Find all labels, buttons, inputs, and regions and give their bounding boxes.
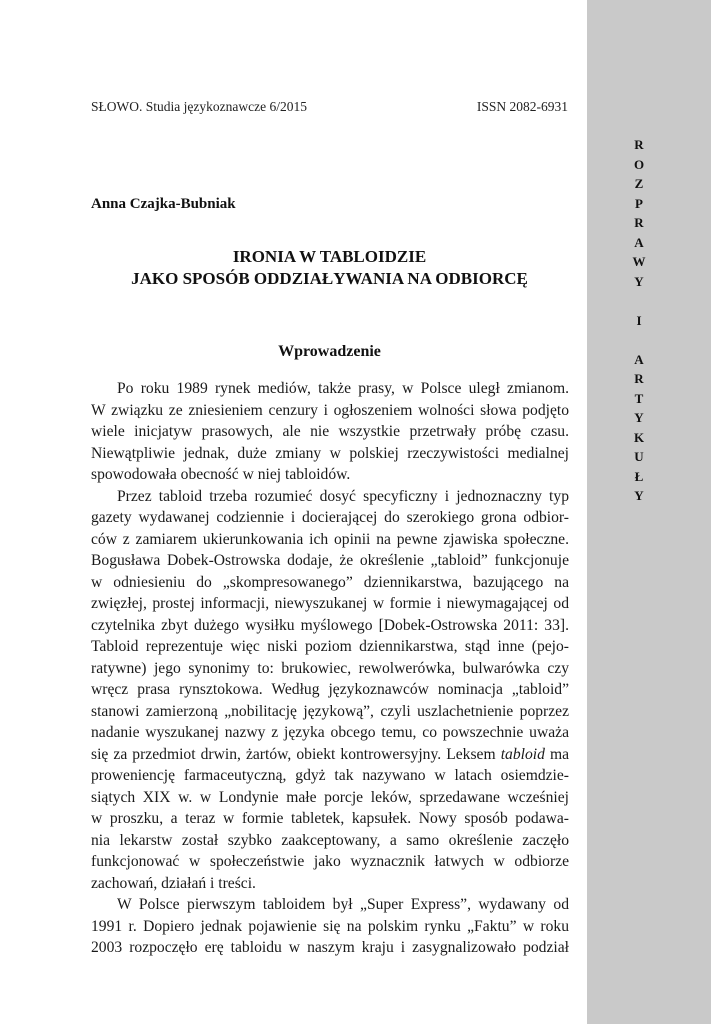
body-line: w odniesieniu do „skompresowanego” dziennikarstwa, bazującego na [91,573,569,591]
article-body [91,378,569,959]
sidebar-letter: Z [634,176,644,191]
body-line: zachowań, działań i treści. [91,874,256,892]
body-line: Po roku 1989 rynek mediów, także prasy, w Polsce uległ zmianom. [117,380,569,397]
body-line: nadanie wyszukanej nazwy z języka obcego temu, co powszechnie uważa [91,724,569,741]
sidebar-letter: U [634,449,644,464]
body-line: 1991 r. Dopiero jednak pojawienie się na polskim rynku „Faktu” w roku [91,917,569,935]
body-line: w proszku, a teraz w formie tabletek, kapsułek. Nowy sposób podawa- [91,810,569,827]
section-heading: Wprowadzenie [278,343,381,360]
body-line: funkcjonować w społeczeństwie jako wyznacznik łatwych w odbiorze [91,853,569,870]
body-line: gazety wydawanej codziennie i docierającej do szerokiego grona odbior- [91,509,569,526]
body-line: siątych XIX w. w Londynie małe porcje leków, sprzedawane wcześniej [91,788,569,806]
sidebar-letter: O [633,156,645,172]
sidebar-letter: K [633,429,645,445]
sidebar-letter: P [635,195,643,211]
body-line: 2003 rozpoczęło erę tabloidu w naszym kraju i zasygnalizowało podział [91,939,569,956]
sidebar-letter: Ł [634,468,644,484]
sidebar-vertical-label [587,135,691,506]
sidebar-letter: R [634,215,644,230]
body-line: wręcz prasa rynsztokowa. Według językoznawców nominacja „tabloid” [91,681,569,698]
sidebar-letter: Y [634,488,644,503]
sidebar-letter: A [634,351,644,367]
italic-term: tabloid [500,745,545,763]
body-line: Przez tabloid trzeba rozumieć dosyć specyficzny i jednoznaczny typ [117,487,569,505]
body-line: zwięzłej, prostej informacji, niewyszukanej w formie i niewymagającej od [91,595,569,612]
title-line-1: IRONIA W TABLOIDZIE [232,247,427,266]
body-line: się za przedmiot drwin, żartów, obiekt kontrowersyjny. Leksem tabloid ma [91,745,569,763]
body-line: W Polsce pierwszym tabloidem był „Super Express”, wydawany od [117,896,569,913]
sidebar-letter: A [634,234,644,250]
running-header [91,99,568,115]
sidebar-letter: Y [634,410,644,425]
sidebar-letter: R [634,137,644,152]
body-line: nia lekarstw został szybko zaakceptowany, a samo określenie zaczęło [91,831,569,849]
body-line: W związku ze zniesieniem cenzury i ogłoszeniem wolności słowa podjęto [91,401,569,419]
issn-number: ISSN 2082-6931 [476,99,568,114]
body-line: Niewątpliwie jednak, duże zmiany w polskiej rzeczywistości medialnej [91,444,569,462]
body-line: proweniencję farmaceutyczną, gdyż tak nazywano w latach osiemdzie- [91,767,569,784]
body-line: Bogusława Dobek-Ostrowska dodaje, że określenie „tabloid” funkcjonuje [91,552,569,569]
body-line: Tabloid reprezentuje więc niski poziom dziennikarstwa, stąd inne (pejo- [91,638,569,655]
sidebar-letter: R [634,371,644,386]
article-title [91,246,568,290]
article-author: Anna Czajka-Bubniak [91,196,236,212]
sidebar-letter: Y [634,273,644,289]
body-line: ców z zamiarem ukierunkowania ich opinii na pewne zjawiska społeczne. [91,530,569,548]
title-line-2: JAKO SPOSÓB ODDZIAŁYWANIA NA ODBIORCĘ [131,269,528,288]
sidebar-letter: W [632,254,646,269]
sidebar-letter: I [636,312,642,328]
body-line: spowodowała obecność w niej tabloidów. [91,466,351,483]
body-line: czytelnika zbyt dużego wysiłku myślowego [Dobek-Ostrowska 2011: 33]. [91,616,569,634]
sidebar-letter: T [634,390,644,406]
body-line: ratywne) jego synonimy to: brukowiec, rewolwerówka, bulwarówka czy [91,659,569,677]
section-sidebar [587,0,711,1024]
body-line: wiele inicjatyw prasowych, ale nie wszystkie przetrwały próbę czasu. [91,423,569,440]
journal-citation: SŁOWO. Studia językoznawcze 6/2015 [91,99,307,114]
body-line: stanowi zamierzoną „nobilitację językową”, czyli uszlachetnienie poprzez [91,702,569,720]
